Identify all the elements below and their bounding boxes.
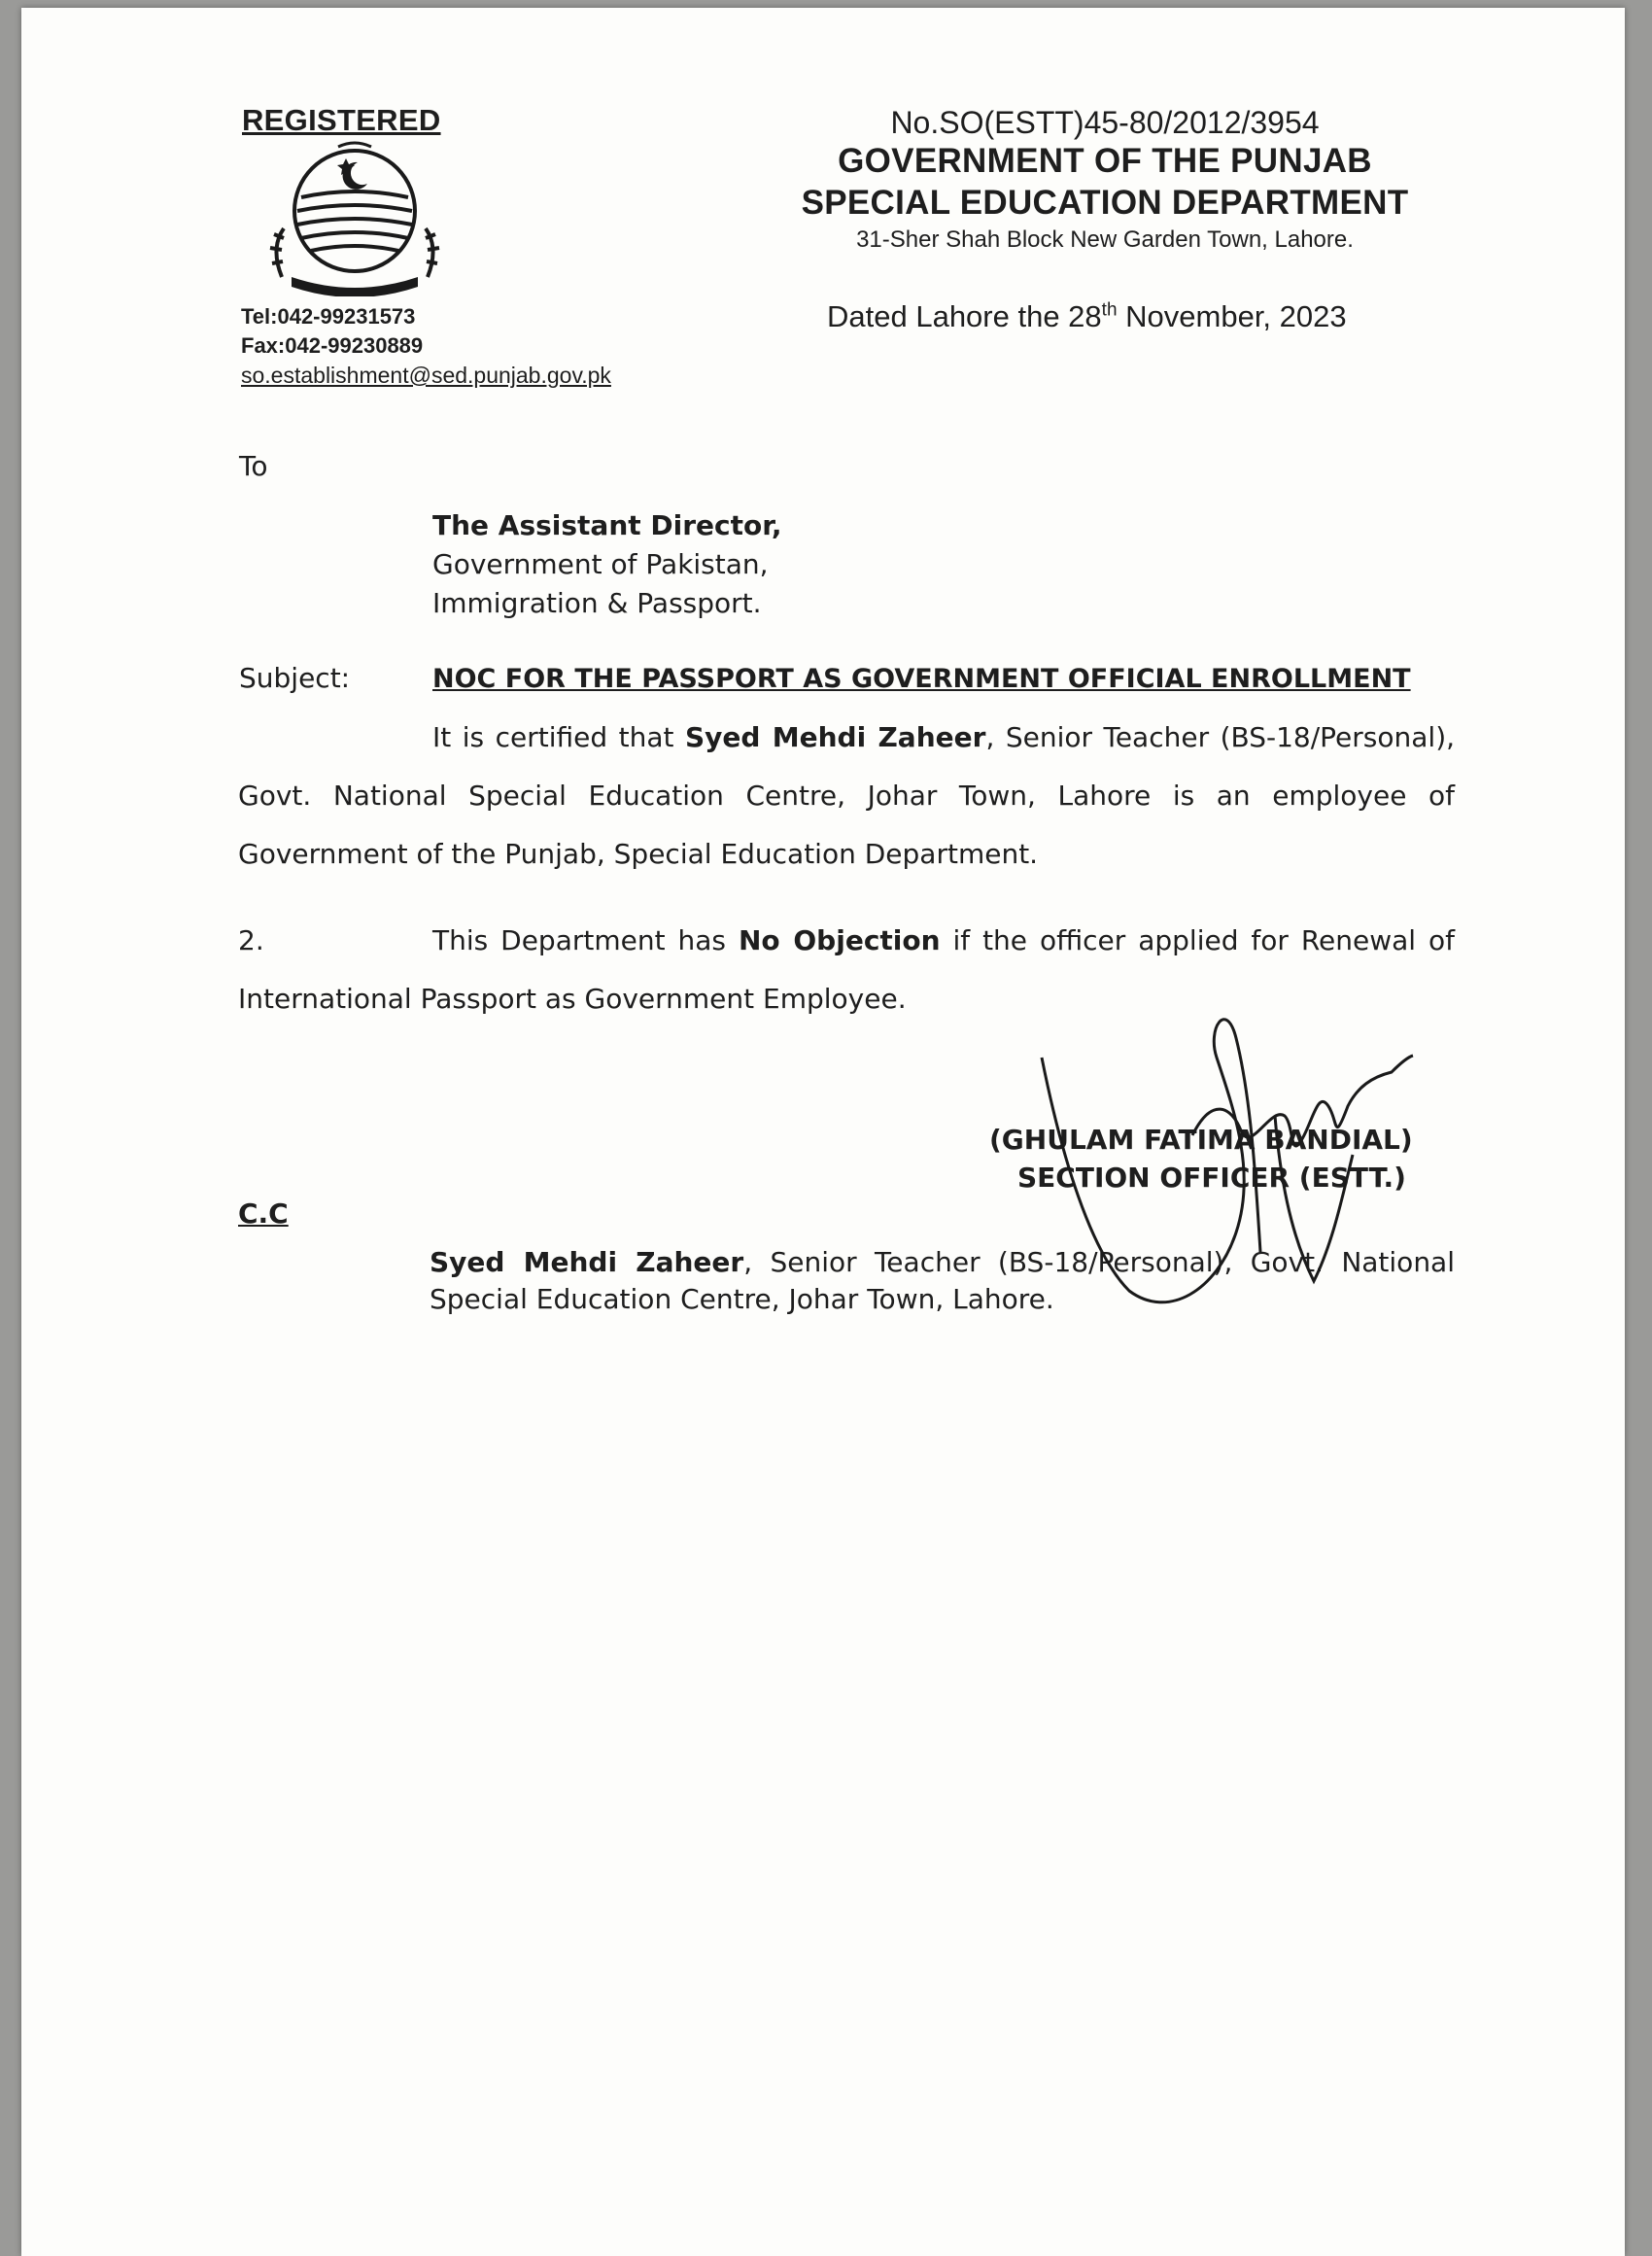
paragraph-1-start: It is certified that (432, 721, 685, 753)
cc-label: C.C (238, 1197, 289, 1230)
to-label: To (239, 450, 268, 482)
signatory-title: SECTION OFFICER (ESTT.) (1017, 1162, 1406, 1194)
paragraph-1 (238, 709, 1455, 884)
telephone-number: Tel:042-99231573 (241, 304, 416, 329)
date-prefix: Dated Lahore the 28 (827, 299, 1102, 333)
paragraph-2-end: if the officer applied for Renewal of International Passport as Government Employee. (238, 924, 1455, 1015)
fax-number: Fax:042-99230889 (241, 333, 424, 358)
subject-label: Subject: (239, 662, 351, 694)
recipient-line-2: Government of Pakistan, (432, 548, 769, 580)
recipient-line-1: The Assistant Director, (432, 509, 782, 541)
recipient-line-3: Immigration & Passport. (432, 587, 762, 619)
government-heading: GOVERNMENT OF THE PUNJAB (838, 142, 1372, 180)
paragraph-2-start: This Department has (432, 924, 739, 956)
paragraph-1-end: , Senior Teacher (BS-18/Personal), Govt. National Special Education Centre, Johar Town, Lahore is an employee of Government of the Punjab, Special Education Department. (238, 721, 1456, 870)
email-link[interactable]: so.establishment@sed.punjab.gov.pk (241, 363, 611, 388)
no-objection-text: No Objection (738, 924, 941, 956)
employee-name: Syed Mehdi Zaheer (684, 721, 986, 753)
date-suffix: November, 2023 (1117, 299, 1347, 333)
registered-label: REGISTERED (242, 103, 441, 137)
department-address: 31-Sher Shah Block New Garden Town, Lahore. (856, 226, 1354, 253)
handwritten-signature-icon (1022, 999, 1430, 1310)
punjab-emblem-icon (262, 141, 447, 296)
letter-date (827, 299, 1347, 334)
department-heading: SPECIAL EDUCATION DEPARTMENT (801, 184, 1409, 222)
paragraph-2-number: 2. (238, 924, 264, 956)
date-ordinal: th (1101, 299, 1118, 321)
cc-name: Syed Mehdi Zaheer (430, 1246, 744, 1278)
cc-details: , Senior Teacher (BS-18/Personal), Govt. National Special Education Centre, Johar Town, Lahore. (430, 1246, 1455, 1315)
reference-number: No.SO(ESTT)45-80/2012/3954 (890, 105, 1320, 140)
subject-text: NOC FOR THE PASSPORT AS GOVERNMENT OFFICIAL ENROLLMENT (432, 664, 1411, 694)
signatory-name: (GHULAM FATIMA BANDIAL) (989, 1124, 1413, 1156)
letter-page (21, 8, 1625, 2256)
